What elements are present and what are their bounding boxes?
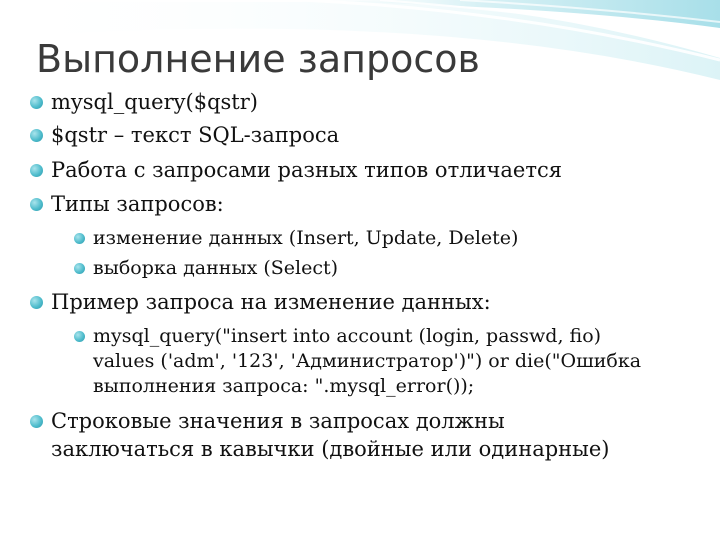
slide-title: Выполнение запросов <box>36 37 480 81</box>
bullet-item <box>30 156 562 184</box>
bullet-text-block <box>51 407 610 463</box>
code-line: mysql_query("insert into account (login, passwd, fio) <box>93 325 602 347</box>
bullet-icon <box>30 164 43 177</box>
bullet-icon <box>30 198 43 211</box>
bullet-text: изменение данных (Insert, Update, Delete) <box>93 227 519 249</box>
bullet-icon <box>30 415 43 428</box>
bullet-text: заключаться в кавычки (двойные или одинарные) <box>51 437 610 461</box>
bullet-item <box>30 288 491 316</box>
bullet-icon <box>30 96 43 109</box>
code-line: выполнения запроса: ".mysql_error()); <box>93 375 475 397</box>
bullet-icon <box>74 263 85 274</box>
bullet-text: Типы запросов: <box>51 192 224 216</box>
bullet-icon <box>74 331 85 342</box>
code-line: values ('adm', '123', 'Администратор')") or die("Ошибка <box>93 350 642 372</box>
bullet-icon <box>30 296 43 309</box>
sub-bullet-item <box>74 226 518 251</box>
bullet-icon <box>30 129 43 142</box>
bullet-text: Строковые значения в запросах должны <box>51 409 505 433</box>
bullet-text: $qstr – текст SQL-запроса <box>51 123 340 147</box>
bullet-item <box>30 407 610 463</box>
bullet-text: Пример запроса на изменение данных: <box>51 290 491 314</box>
code-example <box>93 324 641 399</box>
sub-bullet-item <box>74 324 641 399</box>
bullet-text: mysql_query($qstr) <box>51 90 258 114</box>
bullet-item <box>30 88 258 116</box>
bullet-text: выборка данных (Select) <box>93 257 339 279</box>
bullet-item <box>30 121 339 149</box>
bullet-icon <box>74 233 85 244</box>
bullet-item <box>30 190 224 218</box>
bullet-text: Работа с запросами разных типов отличается <box>51 158 562 182</box>
sub-bullet-item <box>74 256 338 281</box>
